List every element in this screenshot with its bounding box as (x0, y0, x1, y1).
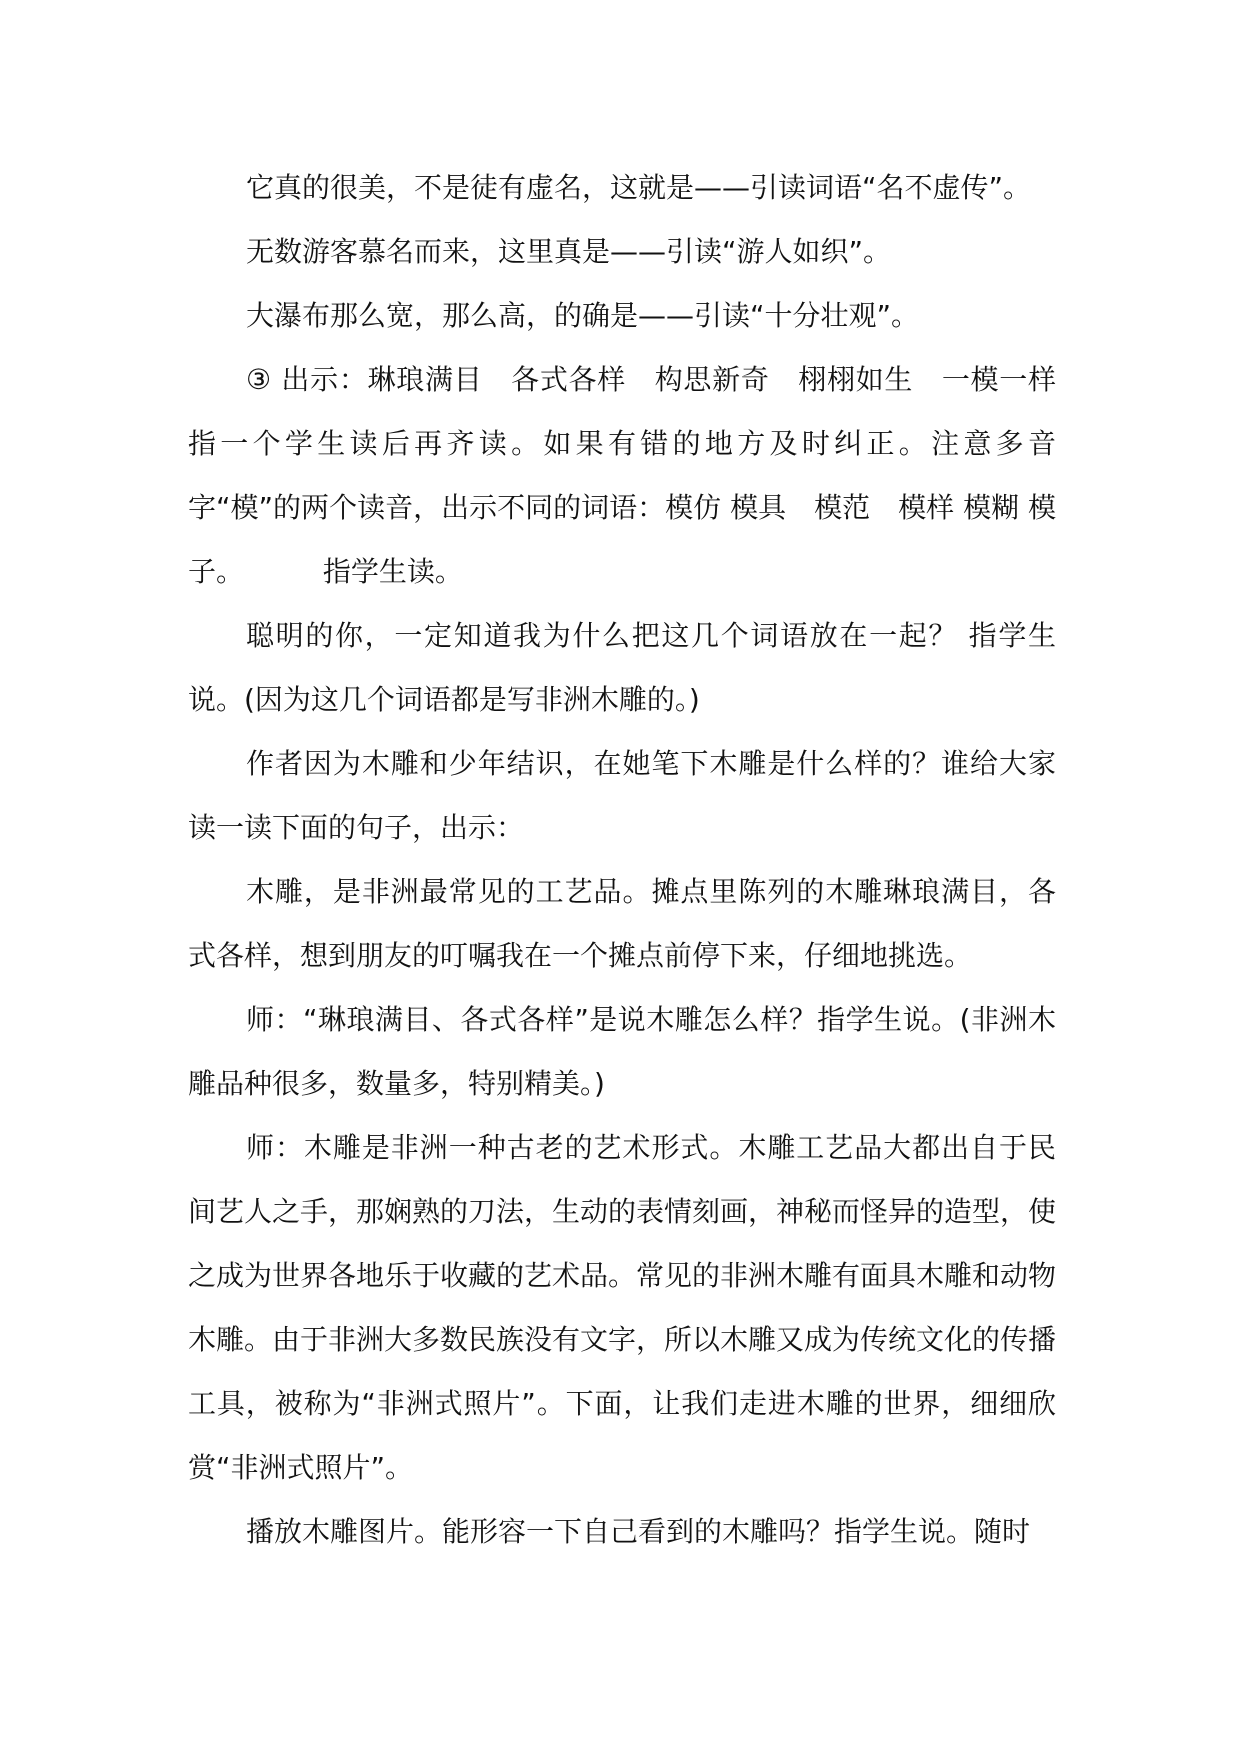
paragraph: 播放木雕图片。能形容一下自己看到的木雕吗？指学生说。随时 (246, 1515, 1031, 1548)
paragraph: 聪明的你，一定知道我为什么把这几个词语放在一起？ 指学生说。(因为这几个词语都是写非洲木雕的。) (188, 619, 1056, 716)
paragraph: 它真的很美，不是徒有虚名，这就是——引读词语“名不虚传”。 (246, 171, 1032, 204)
paragraph: 大瀑布那么宽，那么高，的确是——引读“十分壮观”。 (246, 299, 920, 332)
paragraph: ③ 出示：琳琅满目 各式各样 构思新奇 栩栩如生 一模一样 指一个学生读后再齐读。如果有错的地方及时纠正。注意多音字“模”的两个读音，出示不同的词语：模仿 模具 模范 模样 模糊 模子。 指学生读。 (188, 363, 1093, 588)
document-body (188, 156, 1093, 1564)
paragraph: 师：木雕是非洲一种古老的艺术形式。木雕工艺品大都出自于民间艺人之手，那娴熟的刀法，生动的表情刻画，神秘而怪异的造型，使之成为世界各地乐于收藏的艺术品。常见的非洲木雕有面具木雕和动物木雕。由于非洲大多数民族没有文字，所以木雕又成为传统文化的传播工具，被称为“非洲式照片”。下面，让我们走进木雕的世界，细细欣赏“非洲式照片”。 (188, 1131, 1057, 1484)
paragraph: 无数游客慕名而来，这里真是——引读“游人如织”。 (246, 235, 892, 268)
paragraph: 师：“琳琅满目、各式各样”是说木雕怎么样？指学生说。(非洲木雕品种很多，数量多，特别精美。) (188, 1003, 1056, 1100)
paragraph: 作者因为木雕和少年结识，在她笔下木雕是什么样的？谁给大家读一读下面的句子，出示： (188, 747, 1056, 844)
paragraph: 木雕，是非洲最常见的工艺品。摊点里陈列的木雕琳琅满目，各式各样，想到朋友的叮嘱我在一个摊点前停下来，仔细地挑选。 (188, 875, 1056, 972)
